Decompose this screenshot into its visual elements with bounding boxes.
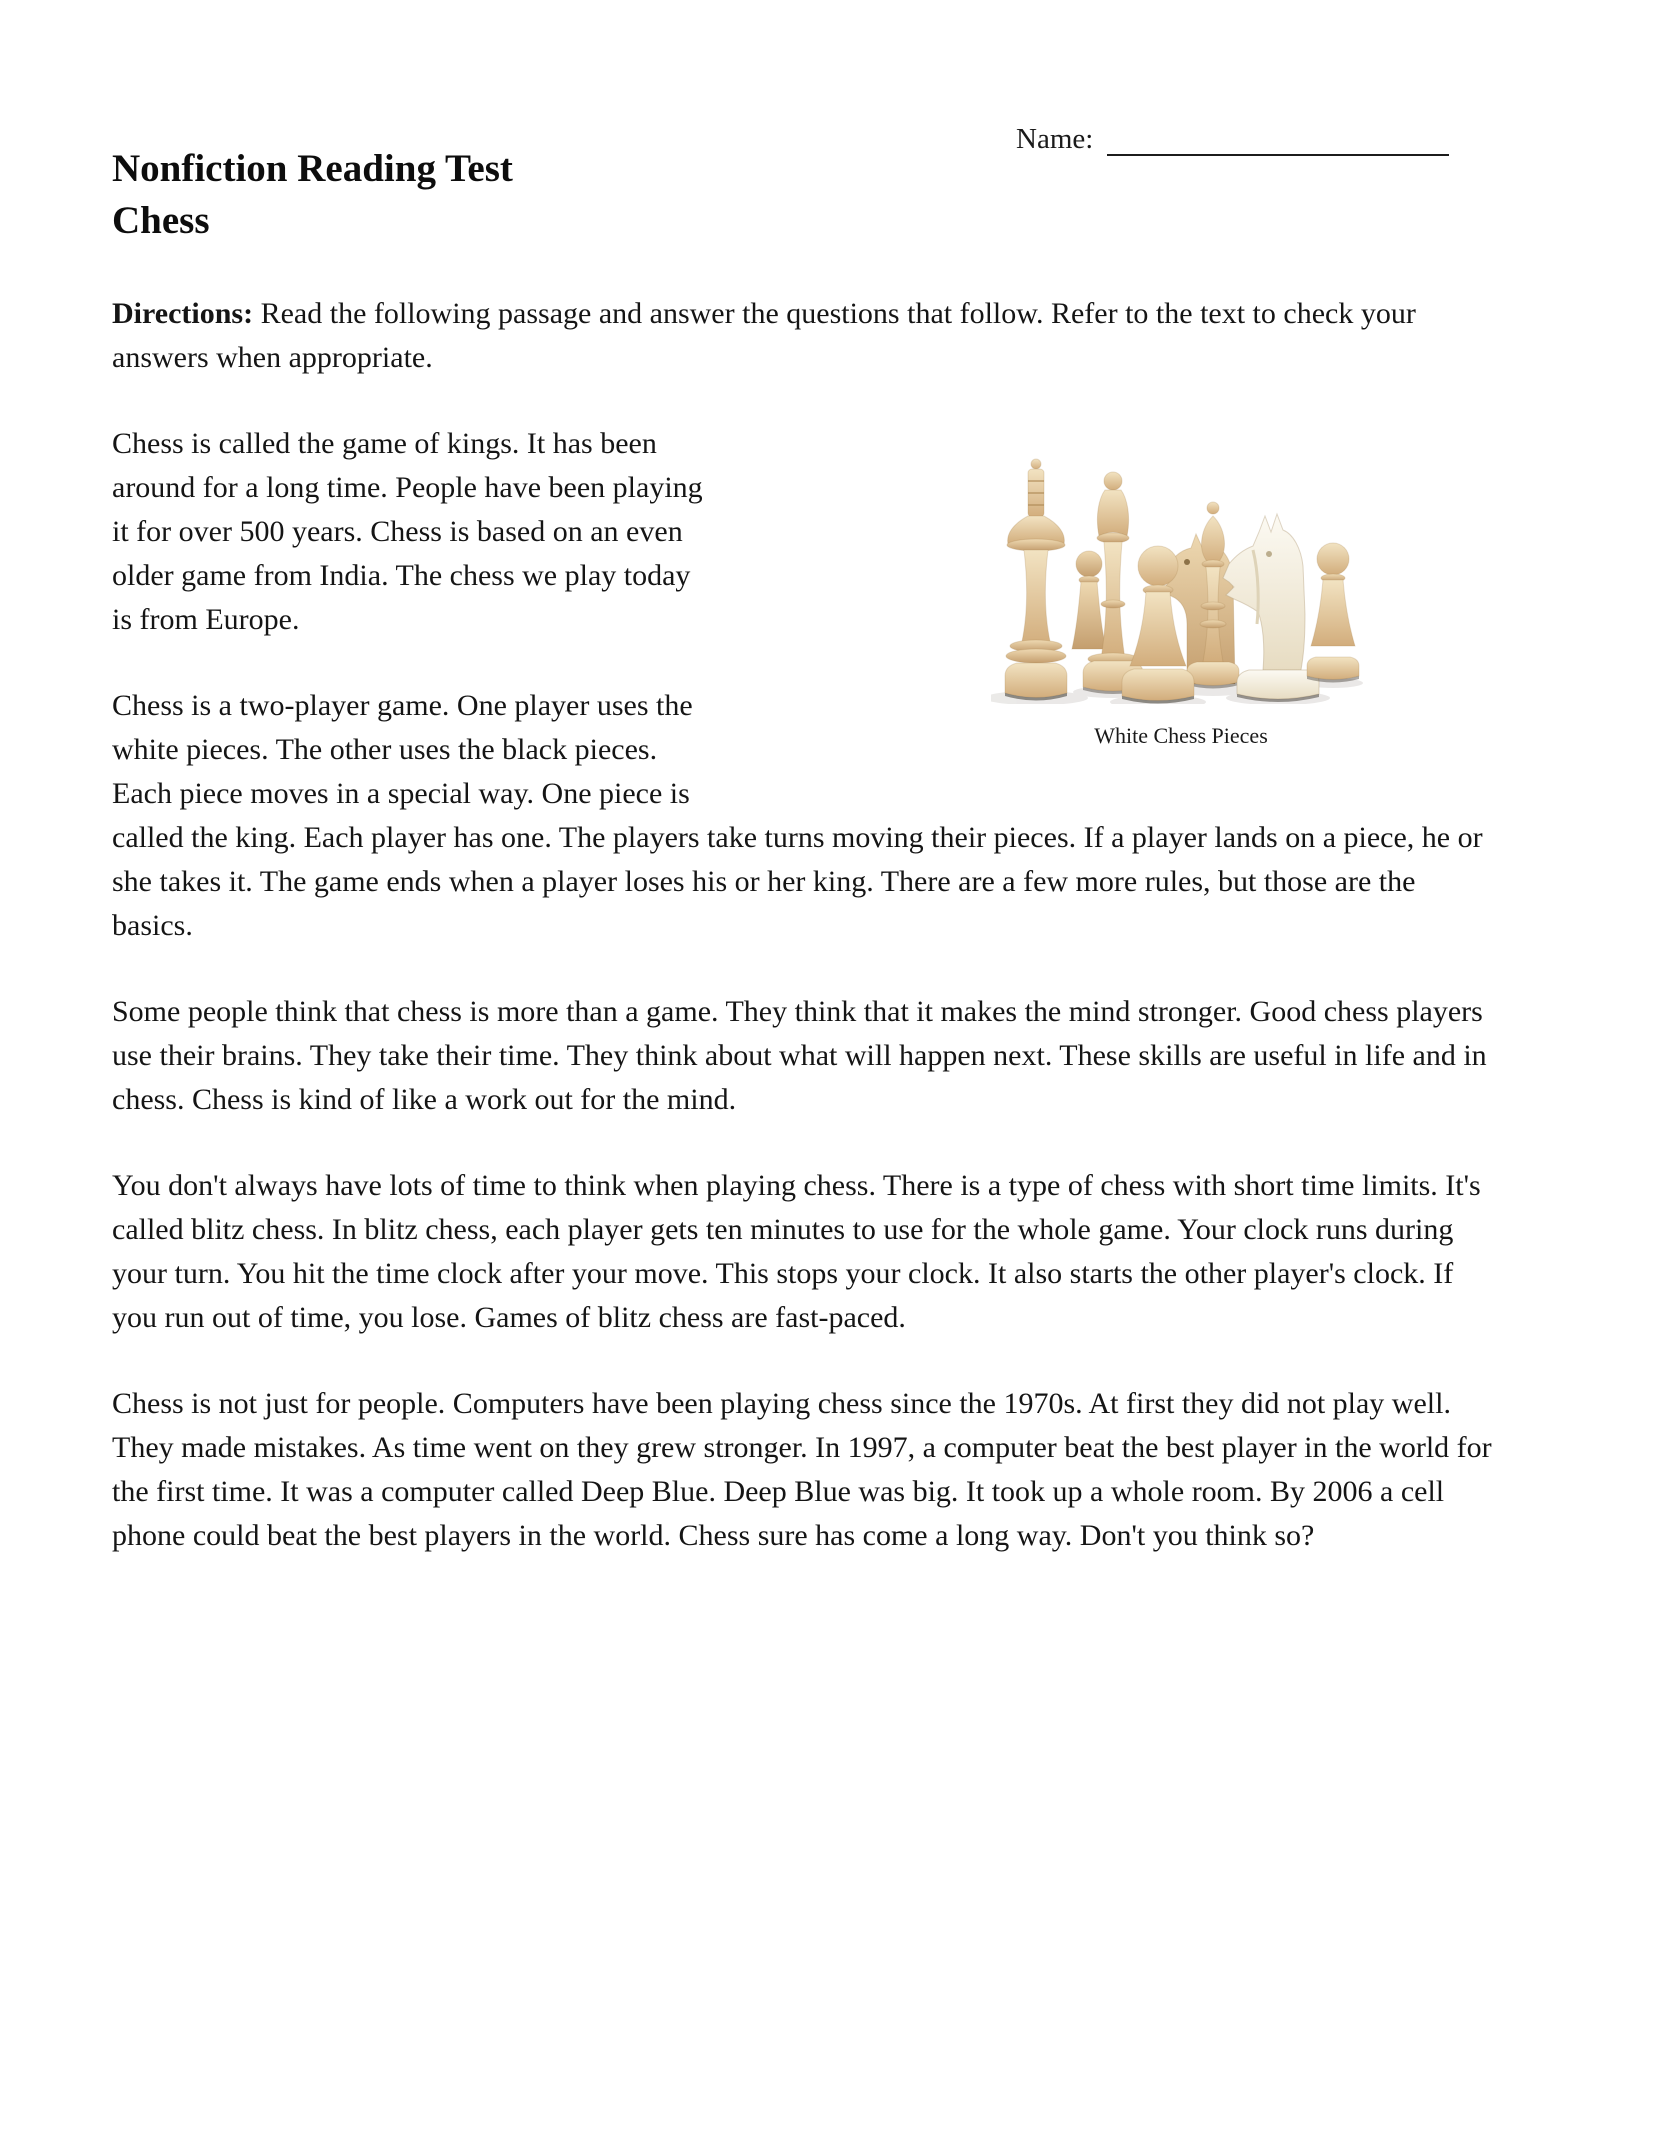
white-chess-pieces-photo [991, 454, 1371, 704]
name-blank-line [1107, 120, 1449, 156]
directions-text: Read the following passage and answer the questions that follow. Refer to the text to check your answers when appropriate. [112, 297, 1416, 374]
directions-paragraph [112, 292, 1500, 380]
name-label: Name: [1016, 123, 1094, 155]
right-pawn-icon [1307, 543, 1359, 683]
small-pawn-icon [1072, 551, 1106, 649]
passage-content [112, 292, 1500, 1600]
passage-paragraph-3: Some people think that chess is more than a game. They think that it makes the mind stronger. Good chess players use their brains. They take their time. They think about what will happen next. These skills are useful in life and in chess. Chess is kind of like a work out for the mind. [112, 995, 1487, 1116]
directions-label: Directions: [112, 297, 254, 330]
passage-paragraph-2: Chess is a two-player game. One player uses the white pieces. The other uses the black pieces. Each piece moves in a special way. One piece is called the king. Each player has one. The players take turns moving their pieces. If a player lands on a piece, he or she takes it. The game ends when a player loses his or her king. There are a few more rules, but those are the basics. [112, 689, 1483, 942]
name-field-row [1016, 120, 1449, 156]
page-title: Nonfiction Reading Test [112, 147, 513, 190]
title-block [112, 143, 513, 247]
passage-paragraph-4: You don't always have lots of time to think when playing chess. There is a type of chess with short time limits. It's called blitz chess. In blitz chess, each player gets ten minutes to use for the whole game. Your clock runs during your turn. You hit the time clock after your move. This stops your clock. It also starts the other player's clock. If you run out of time, you lose. Games of blitz chess are fast-paced. [112, 1169, 1481, 1334]
chess-pieces-figure [725, 432, 1500, 804]
passage-paragraph-1: Chess is called the game of kings. It has been around for a long time. People have been playing it for over 500 years. Chess is based on an even older game from India. The chess we play today is from Europe. [112, 427, 703, 636]
figure-caption: White Chess Pieces [1094, 723, 1268, 748]
white-king-icon [1005, 459, 1067, 701]
page-subtitle: Chess [112, 199, 210, 242]
passage-paragraph-5: Chess is not just for people. Computers have been playing chess since the 1970s. At first they did not play well. They made mistakes. As time went on they grew stronger. In 1997, a computer beat the best player in the world for the first time. It was a computer called Deep Blue. Deep Blue was big. It took up a whole room. By 2006 a cell phone could beat the best players in the world. Chess sure has come a long way. Don't you think so? [112, 1387, 1492, 1552]
